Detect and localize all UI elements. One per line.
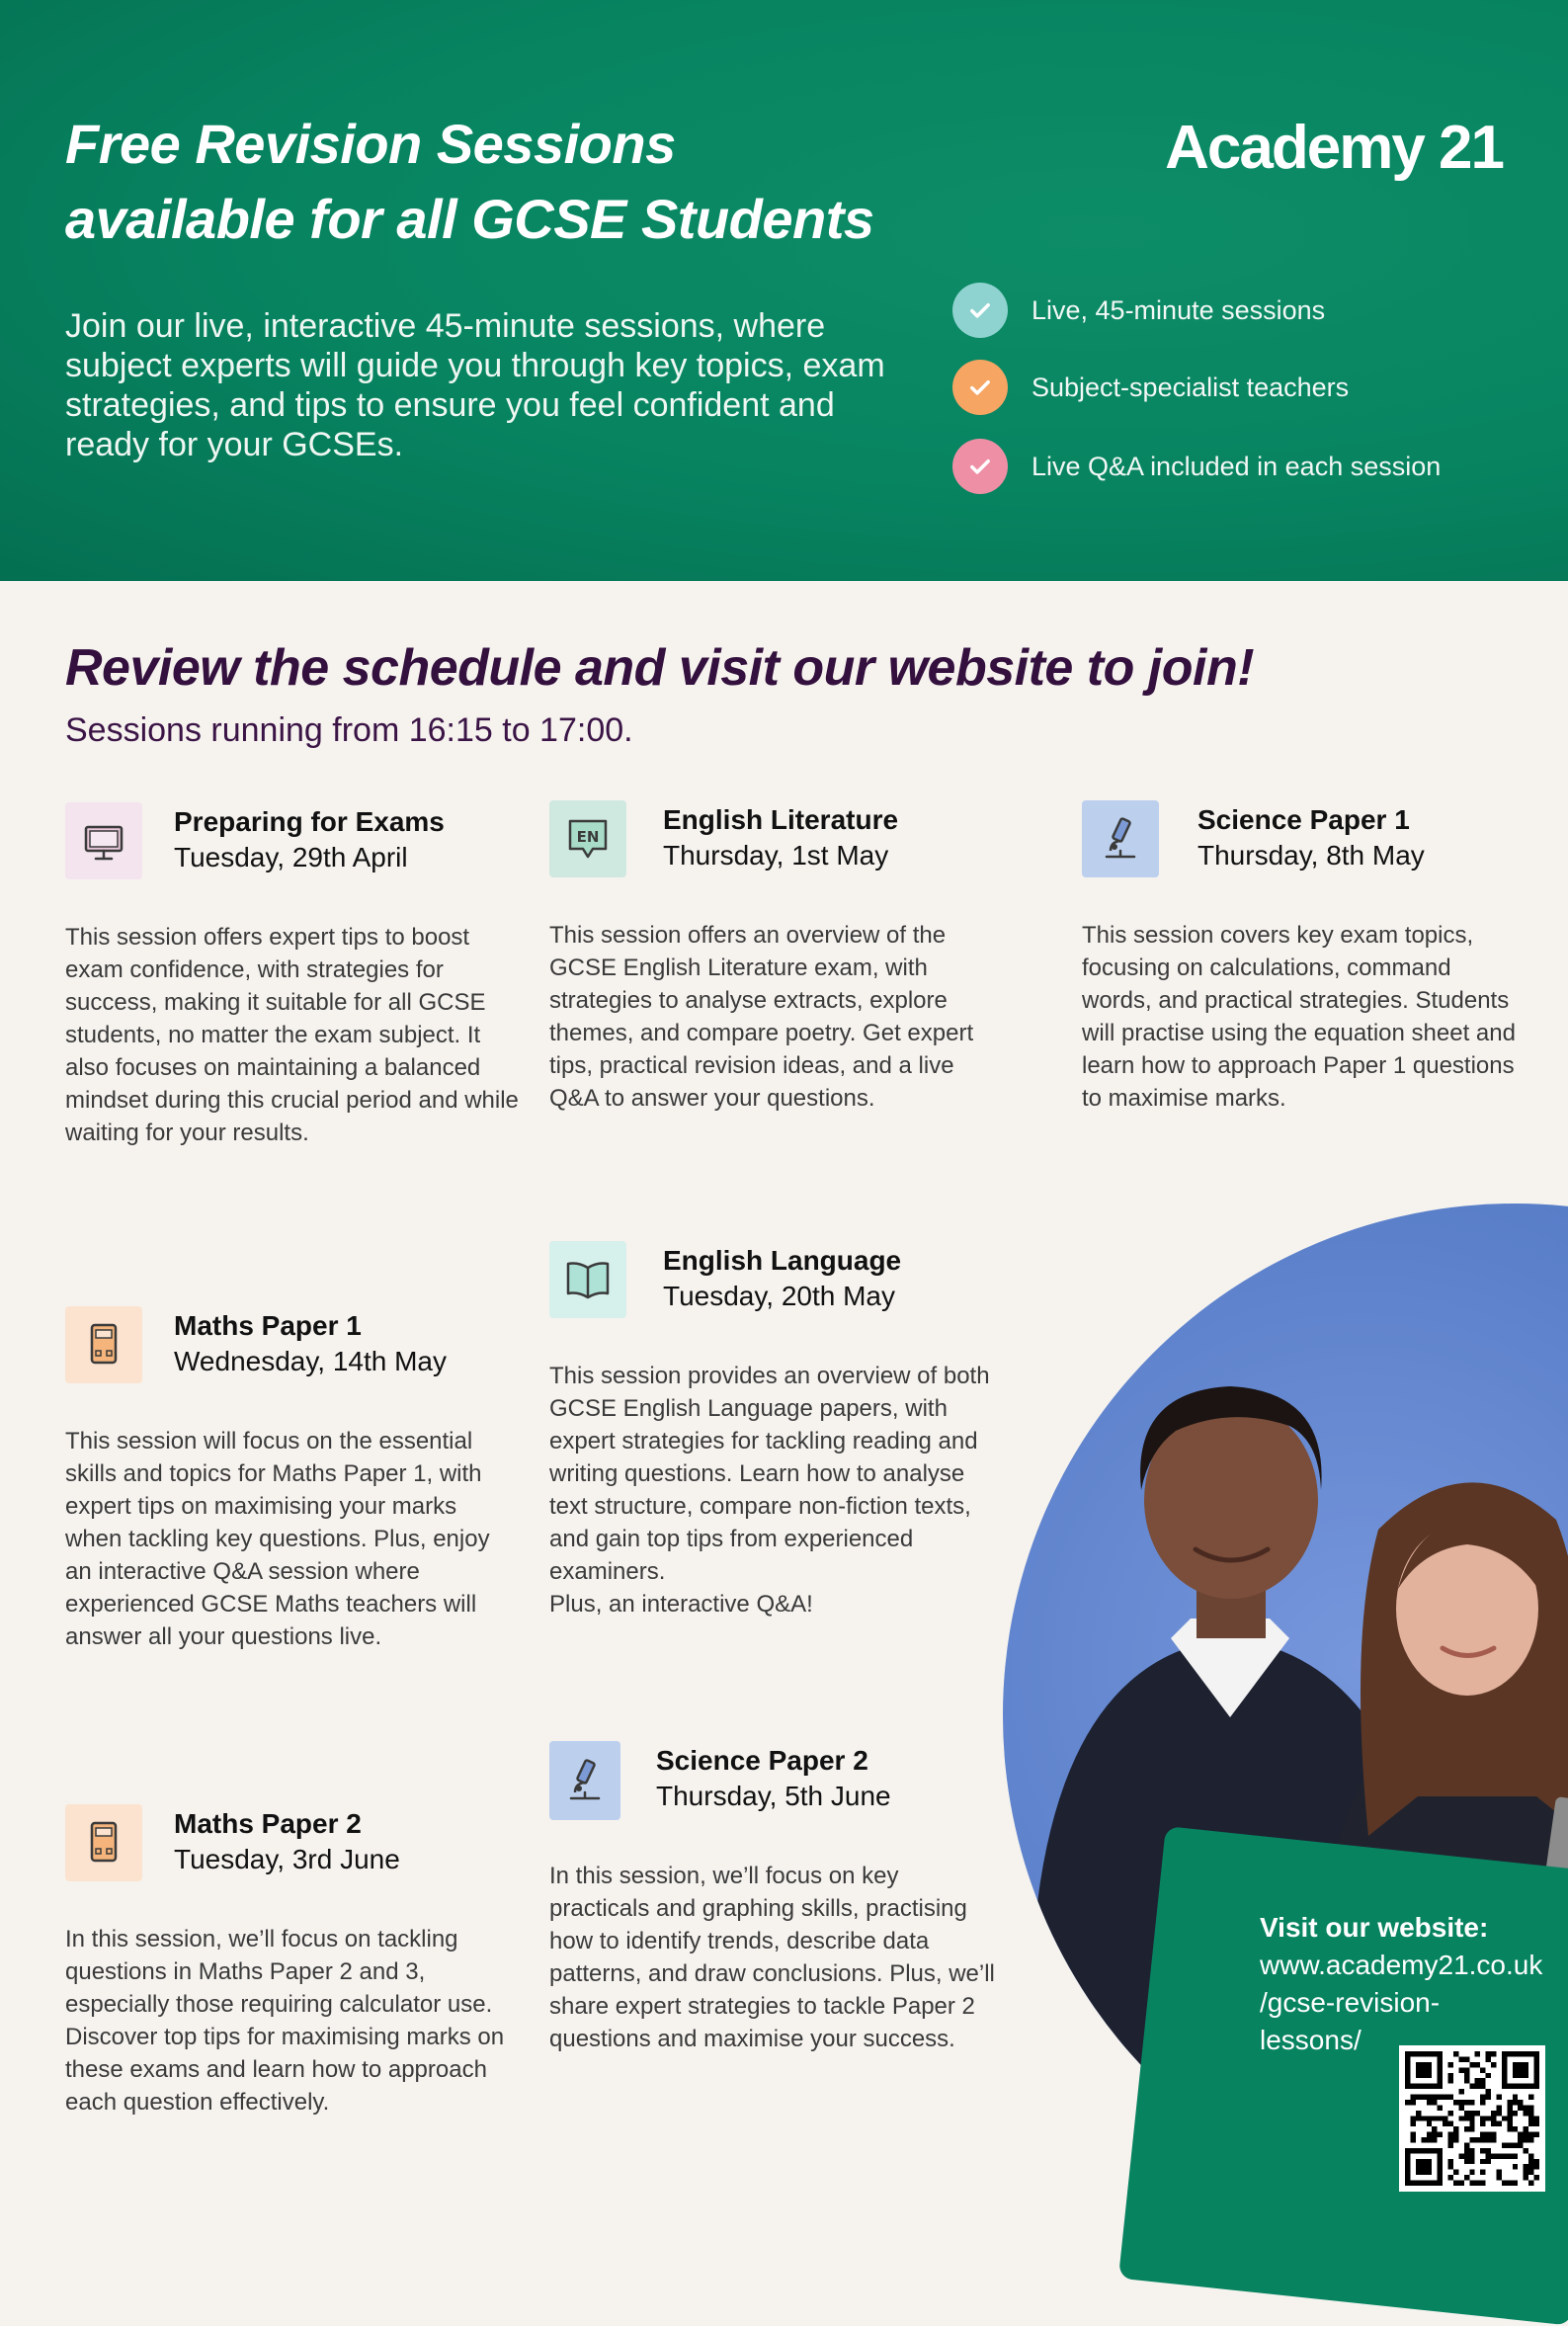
- page-title: [65, 107, 954, 257]
- session-description-main: This session provides an overview of both GCSE English Language papers, with expert strategies for tackling reading and writing questions. Learn how to analyse text structure, compare non-fiction texts, and gain top tips from experienced examiners.: [549, 1363, 990, 1585]
- calculator-icon: [65, 1804, 142, 1881]
- website-label: Visit our website:: [1260, 1912, 1489, 1943]
- session-english-literature: [549, 800, 1014, 1115]
- qr-code[interactable]: [1399, 2045, 1545, 2192]
- session-date: Thursday, 5th June: [656, 1781, 891, 1811]
- session-date: Thursday, 8th May: [1197, 840, 1425, 871]
- feature-item: [952, 283, 1325, 338]
- session-description: This session will focus on the essential skills and topics for Maths Paper 1, with expert tips on maximising your marks when tackling key questions. Plus, enjoy an interactive Q&A session where experienced GCSE Maths teachers will answer all your questions live.: [65, 1428, 490, 1650]
- session-title: Maths Paper 2: [174, 1808, 362, 1839]
- schedule-subtitle: Sessions running from 16:15 to 17:00.: [65, 711, 633, 749]
- session-description: In this session, we’ll focus on tackling questions in Maths Paper 2 and 3, especially those requiring calculator use. Discover top tips for maximising marks on these exams and learn how to approach each question effectively.: [65, 1926, 505, 2116]
- qr-code-icon: [1405, 2051, 1539, 2186]
- session-title: English Literature: [663, 804, 899, 835]
- session-date: Tuesday, 29th April: [174, 842, 408, 872]
- monitor-icon: [65, 802, 142, 879]
- session-date: Wednesday, 14th May: [174, 1346, 448, 1376]
- website-url-line-3[interactable]: lessons/: [1260, 2025, 1362, 2055]
- intro-text: Join our live, interactive 45-minute sessions, where subject experts will guide you through key topics, exam strategies, and tips to ensure you feel confident and ready for your GCSEs.: [65, 307, 885, 463]
- book-icon: [549, 1241, 626, 1318]
- session-description: This session covers key exam topics, focusing on calculations, command words, and practical strategies. Students will practise using the equation sheet and learn how to approach Paper 1 questions to maximise marks.: [1082, 922, 1516, 1112]
- feature-text: Live Q&A included in each session: [1032, 451, 1442, 481]
- session-description-extra: Plus, an interactive Q&A!: [549, 1591, 813, 1618]
- check-icon: [952, 283, 1008, 338]
- session-date: Tuesday, 20th May: [663, 1281, 896, 1311]
- session-description: This session offers expert tips to boost exam confidence, with strategies for success, making it suitable for all GCSE students, no matter the exam subject. It also focuses on maintaining a balanced mindset during this crucial period and while waiting for your results.: [65, 924, 519, 1146]
- session-description: This session offers an overview of the GCSE English Literature exam, with strategies to analyse extracts, explore themes, and compare poetry. Get expert tips, practical revision ideas, and a live Q&A to answer your questions.: [549, 922, 974, 1112]
- en-speech-icon: [549, 800, 626, 877]
- svg-text:EN: EN: [576, 828, 600, 846]
- title-line-1: Free Revision Sessions: [65, 113, 676, 175]
- session-science-paper-2: [549, 1741, 1014, 2055]
- session-description: [549, 1360, 1004, 1620]
- session-date: Thursday, 1st May: [663, 840, 889, 871]
- session-title: Science Paper 2: [656, 1745, 868, 1776]
- academy21-logo: Academy 21: [1165, 114, 1503, 182]
- microscope-icon: [1082, 800, 1159, 877]
- feature-text: Subject-specialist teachers: [1032, 372, 1350, 402]
- feature-text: Live, 45-minute sessions: [1032, 294, 1326, 325]
- session-title: Preparing for Exams: [174, 806, 445, 837]
- feature-item: [952, 360, 1349, 415]
- feature-item: [952, 439, 1441, 494]
- check-icon: [952, 360, 1008, 415]
- schedule-heading: Review the schedule and visit our website to join!: [65, 639, 1255, 697]
- microscope-icon: [549, 1741, 620, 1820]
- session-title: Maths Paper 1: [174, 1310, 362, 1341]
- session-description: In this session, we’ll focus on key practicals and graphing skills, practising how to identify trends, describe data patterns, and draw conclusions. Plus, we’ll share expert strategies to tackle Paper 2 questions and maximise your success.: [549, 1863, 995, 2052]
- session-title: English Language: [663, 1245, 902, 1276]
- website-info: [1260, 1909, 1568, 2059]
- session-english-language: [549, 1241, 1014, 1620]
- calculator-icon: [65, 1306, 142, 1383]
- session-science-paper-1: [1082, 800, 1546, 1115]
- header-banner: [0, 0, 1568, 581]
- session-title: Science Paper 1: [1197, 804, 1410, 835]
- title-line-2: available for all GCSE Students: [65, 188, 874, 250]
- session-preparing-for-exams: [65, 802, 530, 1149]
- website-url-line-2[interactable]: /gcse-revision-: [1260, 1987, 1441, 2018]
- session-maths-paper-1: [65, 1306, 530, 1653]
- check-icon: [952, 439, 1008, 494]
- session-maths-paper-2: [65, 1804, 530, 2118]
- website-url-line-1[interactable]: www.academy21.co.uk: [1260, 1950, 1543, 1980]
- session-date: Tuesday, 3rd June: [174, 1844, 400, 1874]
